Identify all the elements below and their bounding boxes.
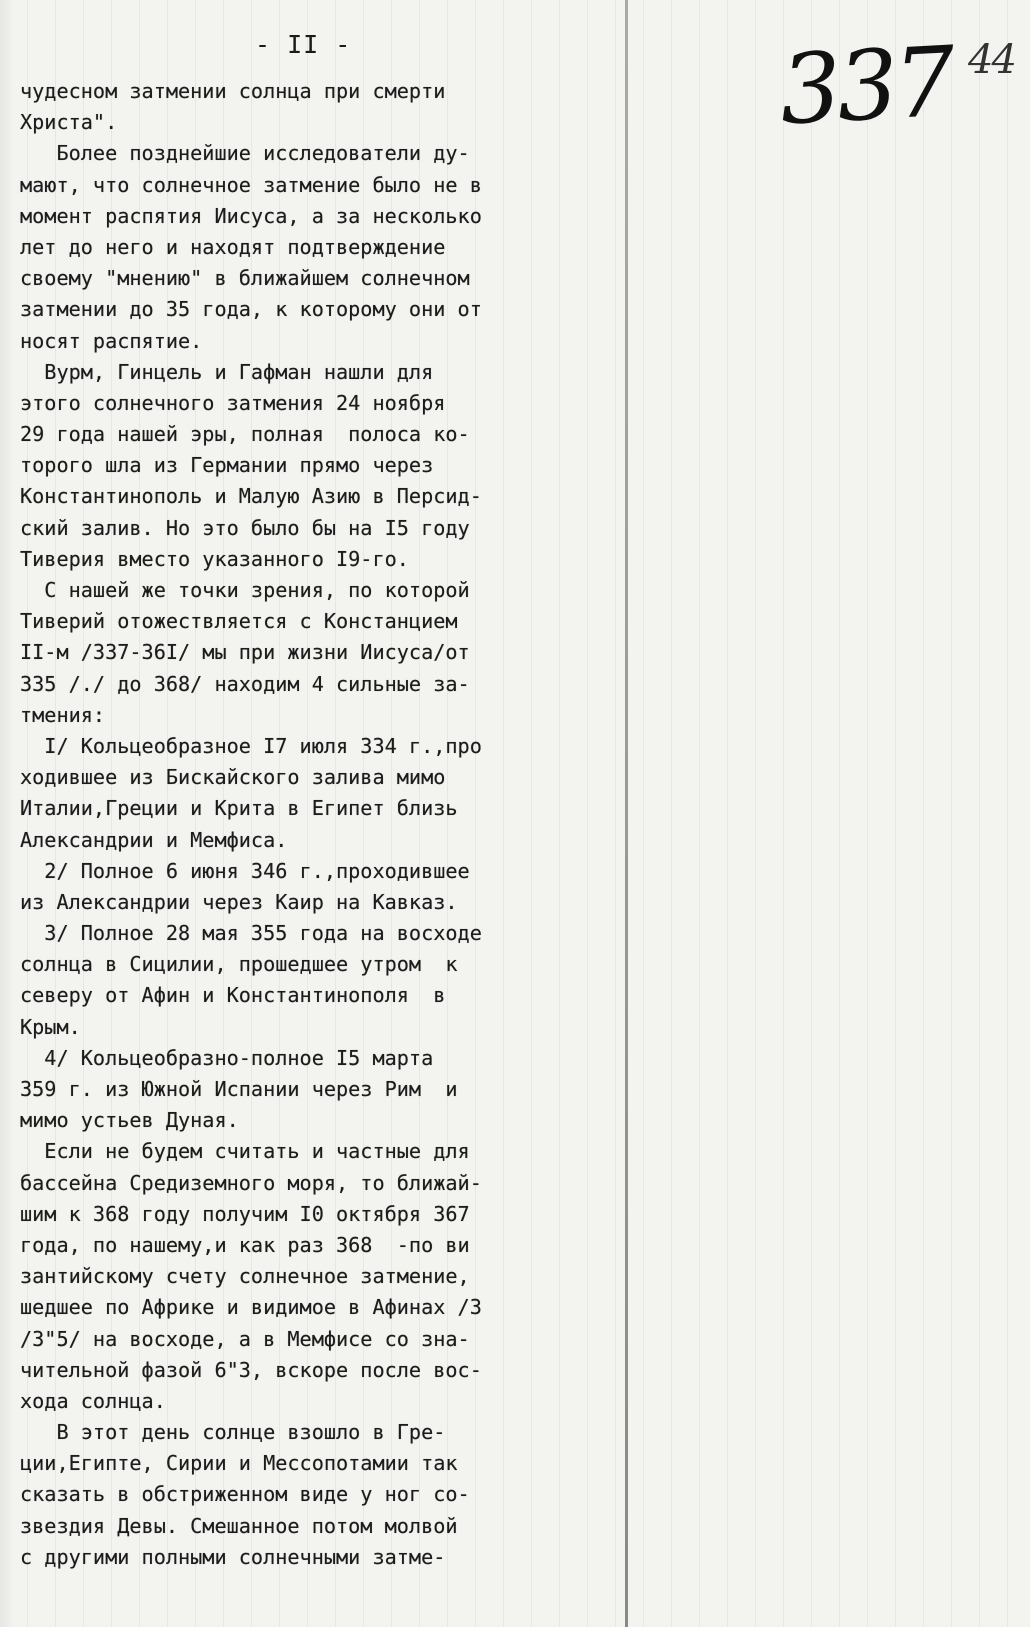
- text-line: Вурм, Гинцель и Гафман нашли для: [20, 359, 434, 384]
- text-line: мимо устьев Дуная.: [20, 1108, 239, 1133]
- text-line: 3/ Полное 28 мая 355 года на восходе: [20, 921, 482, 946]
- text-line: северу от Афин и Константинополя в: [20, 983, 446, 1008]
- text-line: Константинополь и Малую Азию в Персид-: [20, 484, 482, 509]
- text-line: бассейна Средиземного моря, то ближай-: [20, 1170, 482, 1195]
- text-line: I/ Кольцеобразное I7 июля 334 г.,про: [20, 733, 482, 758]
- text-line: чудесном затмении солнца при смерти: [20, 79, 446, 103]
- text-line: носят распятие.: [20, 328, 203, 353]
- text-line: этого солнечного затмения 24 ноября: [20, 390, 446, 415]
- text-line: звездия Девы. Смешанное потом молвой: [20, 1513, 458, 1538]
- text-line: тмения:: [20, 702, 106, 727]
- text-line: 2/ Полное 6 июня 346 г.,проходившее: [20, 858, 470, 883]
- text-line: Александрии и Мемфиса.: [20, 827, 288, 852]
- text-line: торого шла из Германии прямо через: [20, 453, 434, 478]
- text-line: чительной фазой 6"3, вскоре после вос-: [20, 1357, 482, 1382]
- text-line: зантийскому счету солнечное затмение,: [20, 1264, 470, 1289]
- text-line: 4/ Кольцеобразно-полное I5 марта: [20, 1045, 434, 1070]
- page-number: - II -: [255, 30, 352, 59]
- text-line: с другими полными солнечными затме-: [20, 1544, 446, 1569]
- text-line: лет до него и находят подтверждение: [20, 234, 446, 259]
- text-line: шедшее по Африке и видимое в Афинах /3: [20, 1295, 482, 1320]
- text-line: Более позднейшие исследователи ду-: [20, 141, 470, 166]
- text-line: Тиверия вместо указанного I9-го.: [20, 546, 409, 571]
- text-line: ходившее из Бискайского залива мимо: [20, 765, 446, 790]
- text-line: мают, что солнечное затмение было не в: [20, 172, 482, 197]
- text-line: II-м /337-36I/ мы при жизни Иисуса/от: [20, 640, 470, 665]
- text-line: ции,Египте, Сирии и Мессопотамии так: [20, 1451, 458, 1476]
- text-line: шим к 368 году получим I0 октября 367: [20, 1201, 470, 1226]
- text-line: /3"5/ на восходе, а в Мемфисе со зна-: [20, 1326, 470, 1351]
- text-line: хода солнца.: [20, 1388, 166, 1413]
- handwritten-sheet-number: 44: [968, 37, 1015, 83]
- text-line: Тиверий отожествляется с Констанцием: [20, 609, 458, 634]
- text-line: Италии,Греции и Крита в Египет близь: [20, 796, 458, 821]
- handwritten-archive-number: 337: [777, 25, 955, 147]
- text-line: года, по нашему,и как раз 368 -по ви: [20, 1232, 470, 1257]
- text-line: затмении до 35 года, к которому они от: [20, 297, 482, 322]
- typed-text-body: [20, 76, 580, 1573]
- text-line: Если не будем считать и частные для: [20, 1139, 470, 1164]
- text-line: Крым.: [20, 1014, 81, 1039]
- text-line: 359 г. из Южной Испании через Рим и: [20, 1077, 458, 1101]
- text-line: Христа".: [20, 110, 118, 135]
- text-line: ский залив. Но это было бы на I5 году: [20, 515, 470, 540]
- text-line: солнца в Сицилии, прошедшее утром к: [20, 952, 458, 977]
- text-line: из Александрии через Каир на Кавказ.: [20, 889, 458, 914]
- text-line: момент распятия Иисуса, а за несколько: [20, 203, 482, 228]
- text-line: сказать в обстриженном виде у ног со-: [20, 1482, 470, 1507]
- text-line: 335 /./ до 368/ находим 4 сильные за-: [20, 671, 470, 696]
- text-line: С нашей же точки зрения, по которой: [20, 578, 470, 602]
- text-line: В этот день солнце взошло в Гре-: [20, 1420, 446, 1445]
- margin-fold-line: [625, 0, 628, 1627]
- text-line: своему "мнению" в ближайшем солнечном: [20, 266, 470, 291]
- text-line: 29 года нашей эры, полная полоса ко-: [20, 422, 470, 447]
